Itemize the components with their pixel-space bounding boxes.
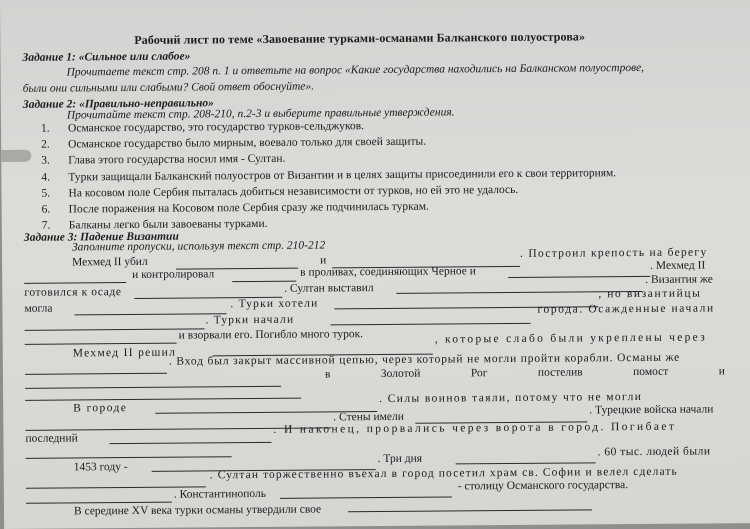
gap-text: . Султан выставил bbox=[284, 282, 374, 295]
gap-text: . Константинополь bbox=[173, 487, 267, 501]
task1-text-line1: Прочитаете текст стр. 208 п. 1 и ответьте на вопрос «Какие государства находились на Балканском полуострове, bbox=[66, 61, 645, 79]
blank-line[interactable] bbox=[348, 509, 592, 512]
blank-line[interactable] bbox=[280, 496, 452, 498]
gap-text: и контролировал bbox=[132, 268, 215, 281]
gap-text: , но византийцы bbox=[598, 287, 702, 301]
gap-text: . Султан торжественно въехал в город посетил храм св. Софии и велел сделать bbox=[209, 465, 678, 482]
gap-text: и взорвали его. Погибло много турок. bbox=[178, 328, 364, 342]
task1-text-line2: были они сильными или слабыми? Свой ответ обоснуйте». bbox=[22, 80, 315, 95]
gap-text: города. Осажденные начали bbox=[537, 302, 715, 316]
gap-word: Рог bbox=[470, 367, 488, 380]
gap-word: и bbox=[718, 365, 725, 378]
blank-line[interactable] bbox=[456, 462, 596, 464]
blank-line[interactable] bbox=[74, 313, 226, 315]
statement-item[interactable]: 5. На косовом поле Сербия пыталась добиться независимости от турков, но ей это не удалось. bbox=[41, 183, 519, 200]
gap-text: в проливах, соединяющих Черное и bbox=[300, 265, 476, 279]
gap-words-row bbox=[325, 365, 725, 380]
gap-text: и bbox=[320, 254, 327, 267]
gap-text: могла bbox=[24, 302, 53, 315]
blank-line[interactable] bbox=[25, 398, 301, 401]
gap-text: . Византия же bbox=[645, 273, 713, 286]
blank-line[interactable] bbox=[26, 502, 172, 504]
gap-text: . Турецкие войска начали bbox=[589, 403, 714, 417]
task2-heading: Задание 2: «Правильно-неправильно» bbox=[22, 97, 214, 111]
gap-word: Золотой bbox=[380, 367, 421, 381]
statement-list bbox=[41, 118, 617, 236]
gap-text: . Силы воинов таяли, потому что не могли bbox=[379, 390, 643, 406]
gap-text: . И наконец, прорвались через ворота в город. Погибает bbox=[273, 420, 677, 436]
statement-item[interactable]: 1. Османское государство, это государство турков-сельджуков. bbox=[40, 120, 365, 135]
gap-text: - столицу Османского государства. bbox=[457, 479, 629, 493]
gap-word: в bbox=[324, 368, 331, 381]
gap-text: , которые слабо были укреплены через bbox=[434, 331, 708, 346]
gap-text: . Вход был закрыт массивной цепью, через который не могли пройти корабли. Османы же bbox=[168, 351, 681, 368]
gap-text: . Турки хотели bbox=[230, 297, 319, 311]
gap-text: В городе bbox=[73, 402, 128, 415]
statement-item[interactable]: 7. Балканы легко были завоеваны турками. bbox=[41, 218, 268, 232]
task3-instruction: Заполните пропуски, используя текст стр. 210-212 bbox=[71, 239, 326, 254]
blank-line[interactable] bbox=[508, 276, 650, 278]
blank-line[interactable] bbox=[26, 456, 232, 459]
task3-heading: Задание 3: Падение Византии bbox=[23, 230, 179, 244]
gap-text: последний bbox=[25, 432, 78, 445]
blank-line[interactable] bbox=[109, 442, 271, 444]
gap-word: помост bbox=[633, 365, 669, 379]
statement-item[interactable]: 6. После поражения на Косовом поле Сербия сразу же подчинилась туркам. bbox=[41, 200, 429, 216]
blank-line[interactable] bbox=[24, 282, 126, 284]
gap-text: . Стены имели bbox=[333, 410, 404, 424]
gap-text: Мехмед II решил bbox=[72, 346, 177, 360]
gap-text: Мехмед II убил bbox=[72, 255, 148, 269]
blank-line[interactable] bbox=[25, 343, 177, 345]
task2-instruction: Прочитайте текст стр. 208-210, п.2-3 и выберите правильные утверждения. bbox=[66, 106, 455, 122]
statement-item[interactable]: 3. Глава этого государства носил имя - Султан. bbox=[41, 153, 286, 168]
page-title: Рабочий лист по теме «Завоевание турками-османами Балканского полуострова» bbox=[134, 29, 586, 47]
task1-heading: Задание 1: «Сильное или слабое» bbox=[22, 50, 191, 64]
gap-text: готовился к осаде bbox=[24, 286, 122, 299]
gap-text: . Мехмед II bbox=[650, 259, 706, 272]
gap-text: . 60 тыс. людей были bbox=[597, 445, 711, 459]
gap-text: В середине XV века турки османы утвердили свое bbox=[73, 503, 322, 518]
blank-line[interactable] bbox=[25, 386, 281, 389]
statement-item[interactable]: 2. Османское государство было мирным, воевало только для своей защиты. bbox=[41, 135, 427, 151]
blank-line[interactable] bbox=[331, 323, 531, 326]
binder-hole bbox=[1, 150, 31, 162]
gap-text: 1453 году - bbox=[73, 461, 128, 474]
statement-item[interactable]: 4. Турки защищали Балканский полуостров от Византии и в целях защиты присоединили его к свои территориям. bbox=[41, 166, 617, 184]
gap-text: . Турки начали bbox=[205, 313, 295, 327]
blank-line[interactable] bbox=[25, 373, 167, 375]
gap-word: постелив bbox=[537, 366, 583, 379]
gap-text: . Построил крепость на берегу bbox=[519, 246, 708, 260]
gap-text: . Три дня bbox=[377, 452, 423, 466]
blank-line[interactable] bbox=[25, 328, 205, 330]
